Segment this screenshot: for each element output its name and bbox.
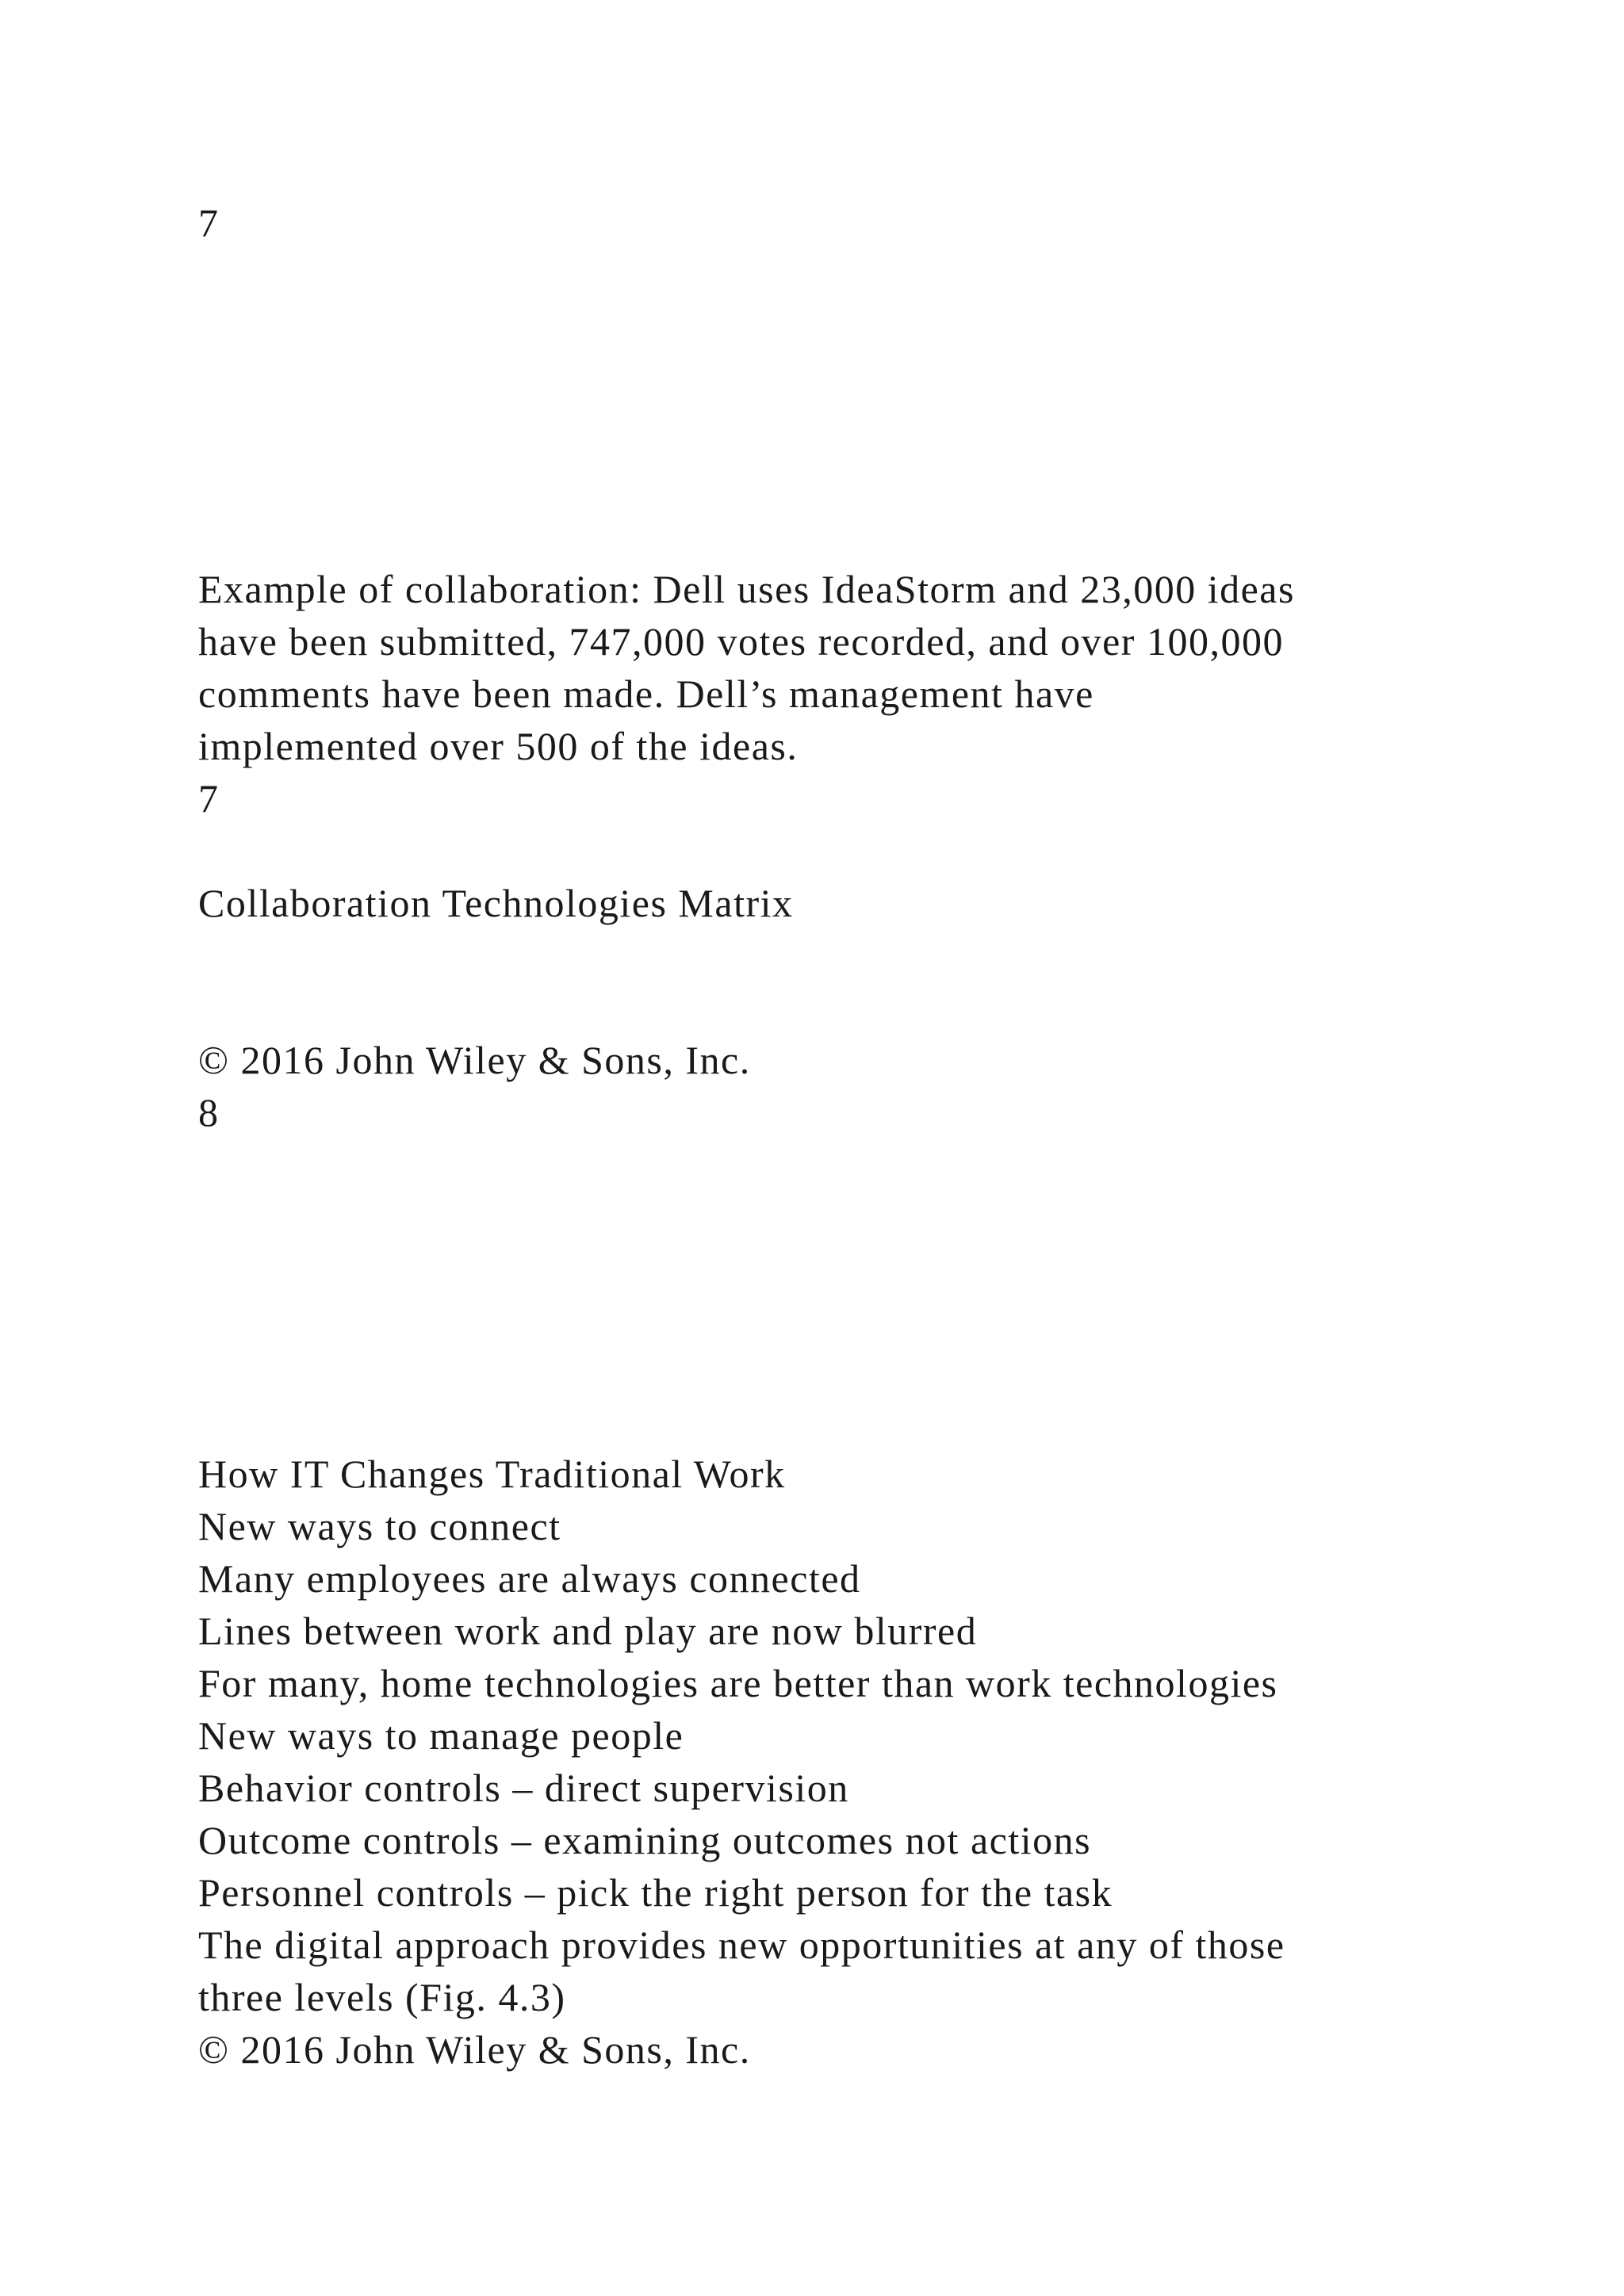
bullet-outcome-controls: Outcome controls – examining outcomes not actions (198, 1818, 1092, 1862)
slide-number-7-bottom: 7 (198, 776, 220, 821)
example-text-line-1: Example of collaboration: Dell uses IdeaStorm and 23,000 ideas (198, 567, 1295, 611)
example-text-line-2: have been submitted, 747,000 votes recorded, and over 100,000 (198, 619, 1284, 664)
example-text-line-4: implemented over 500 of the ideas. (198, 724, 799, 768)
bullet-new-ways-connect: New ways to connect (198, 1504, 561, 1548)
bullet-digital-approach-line-1: The digital approach provides new opportunities at any of those (198, 1923, 1285, 1967)
bullet-manage-people: New ways to manage people (198, 1713, 684, 1758)
copyright-notice-slide9: © 2016 John Wiley & Sons, Inc. (198, 2027, 751, 2072)
slide-title-collaboration-matrix: Collaboration Technologies Matrix (198, 881, 794, 925)
slide-title-it-changes-work: How IT Changes Traditional Work (198, 1452, 786, 1496)
bullet-work-play-blurred: Lines between work and play are now blurred (198, 1609, 978, 1653)
bullet-always-connected: Many employees are always connected (198, 1556, 861, 1601)
slide-number-8: 8 (198, 1090, 220, 1135)
copyright-notice-slide8: © 2016 John Wiley & Sons, Inc. (198, 1038, 751, 1082)
example-text-line-3: comments have been made. Dell’s management have (198, 672, 1094, 716)
slide-number-7-top: 7 (198, 201, 220, 245)
bullet-behavior-controls: Behavior controls – direct supervision (198, 1766, 849, 1810)
bullet-digital-approach-line-2: three levels (Fig. 4.3) (198, 1975, 566, 2019)
bullet-personnel-controls: Personnel controls – pick the right person for the task (198, 1870, 1113, 1915)
bullet-home-technologies: For many, home technologies are better than work technologies (198, 1661, 1278, 1705)
